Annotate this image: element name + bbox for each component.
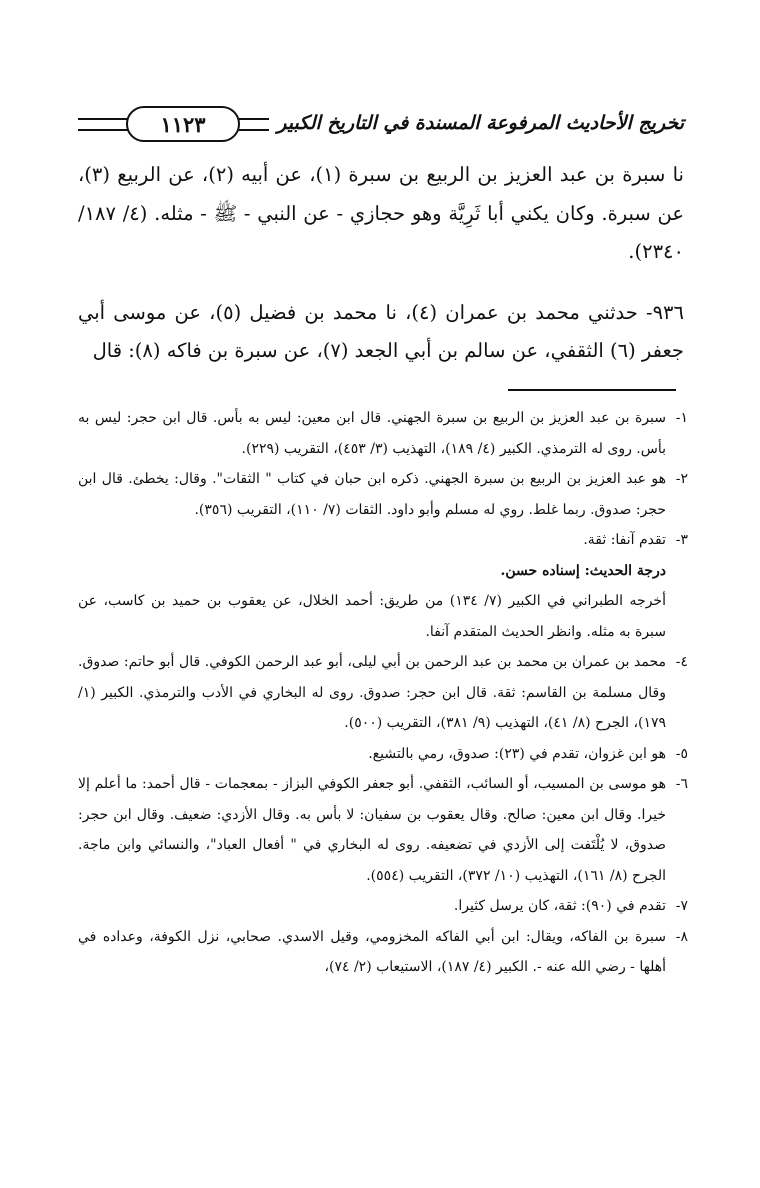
paragraph-continuation: نا سبرة بن عبد العزيز بن الربيع بن سبرة (١)، عن أبيه (٢)، عن الربيع (٣)، عن سبرة. وكان يكني أبا ثَرِيَّة وهو حجازي - عن النبي - ﷺ - مثله. (٤/ ١٨٧/ ٢٣٤٠). bbox=[78, 163, 684, 263]
footnote-text: هو موسى بن المسيب، أو السائب، الثقفي. أبو جعفر الكوفي البزاز - بمعجمات - قال أحمد: ما أعلم إلا خيرا. وقال ابن معين: صالح. وقال يعقوب بن سفيان: لا بأس به. وقال الأزدي: ضعيف. وقال ابن حجر: صدوق، لا يُلْتَفت إلى الأزدي في تضعيفه. روى له البخاري في " أفعال العباد"، والنسائي وابن ماجة. الجرح (٨/ ١٦١)، التهذيب (١٠/ ٣٧٢)، التقريب (٥٥٤). bbox=[78, 776, 666, 884]
footnote-text: سبرة بن الفاكه، ويقال: ابن أبي الفاكه المخزومي، وقيل الاسدي. صحابي، نزل الكوفة، وعداده في أهلها - رضي الله عنه -. الكبير (٤/ ١٨٧)، الاستيعاب (٢/ ٧٤)، bbox=[78, 928, 666, 975]
footnote-number: ٤- bbox=[675, 654, 688, 670]
footnote-number: ٨- bbox=[675, 928, 688, 945]
running-title: تخريج الأحاديث المرفوعة المسندة في التاريخ الكبير bbox=[277, 112, 684, 134]
hadith-grade: درجة الحديث: إسناده حسن. bbox=[500, 562, 666, 579]
footnote-number: ٥- bbox=[675, 745, 688, 762]
footnote-text: هو ابن غزوان، تقدم في (٢٣): صدوق، رمي بالتشيع. bbox=[368, 745, 666, 762]
paragraph-hadith-936: ٩٣٦- حدثني محمد بن عمران (٤)، نا محمد بن فضيل (٥)، عن موسى أبي جعفر (٦) الثقفي، عن سالم بن أبي الجعد (٧)، عن سبرة بن فاكه (٨): قال bbox=[78, 300, 684, 362]
footnote-text: هو عبد العزيز بن الربيع بن سبرة الجهني. ذكره ابن حبان في كتاب " الثقات". وقال: يخطئ. قال ابن حجر: صدوق. ربما غلط. روي له مسلم وأبو داود. الثقات (٧/ ١١٠)، التقريب (٣٥٦). bbox=[78, 471, 666, 518]
footnote bbox=[78, 525, 688, 556]
footnote-text: تقدم آنفا: ثقة. bbox=[583, 532, 666, 548]
grade-takhrij: أخرجه الطبراني في الكبير (٧/ ١٣٤) من طريق: أحمد الخلال، عن يعقوب بن حميد بن كاسب، عن سبرة به مثله. وانظر الحديث المتقدم آنفا. bbox=[78, 593, 666, 640]
footnote-number: ٧- bbox=[675, 898, 688, 914]
page-header bbox=[78, 103, 684, 143]
header-rule bbox=[78, 103, 269, 143]
footnotes bbox=[78, 403, 688, 983]
page-number: ١١٢٣ bbox=[126, 106, 240, 142]
footnote-text: سبرة بن عبد العزيز بن الربيع بن سبرة الجهني. قال ابن معين: ليس به بأس. قال ابن حجر: ليس به بأس. روى له الترمذي. الكبير (٤/ ١٨٩)، التهذيب (٣/ ٤٥٣)، التقريب (٢٢٩). bbox=[78, 410, 666, 457]
footnote bbox=[78, 647, 688, 739]
footnote bbox=[78, 891, 688, 922]
footnote bbox=[78, 922, 688, 983]
footnote-text: تقدم في (٩٠): ثقة، كان يرسل كثيرا. bbox=[453, 898, 666, 914]
main-text bbox=[78, 156, 684, 371]
footnote-separator bbox=[508, 389, 676, 391]
footnote bbox=[78, 739, 688, 770]
footnote-number: ٣- bbox=[675, 532, 688, 548]
footnote bbox=[78, 769, 688, 891]
footnote-number: ٦- bbox=[675, 776, 688, 792]
footnote-number: ١- bbox=[675, 410, 688, 426]
footnote bbox=[78, 403, 688, 464]
footnote bbox=[78, 464, 688, 525]
footnote-number: ٢- bbox=[675, 471, 688, 487]
footnote-text: محمد بن عمران بن محمد بن عبد الرحمن بن أبي ليلى، أبو عبد الرحمن الكوفي. قال أبو حاتم: صدوق. وقال مسلمة بن القاسم: ثقة. قال ابن حجر: صدوق. روى له البخاري في الأدب والترمذي. الكبير (١/ ١٧٩)، الجرح (٨/ ٤١)، التهذيب (٩/ ٣٨١)، التقريب (٥٠٠). bbox=[78, 654, 666, 731]
